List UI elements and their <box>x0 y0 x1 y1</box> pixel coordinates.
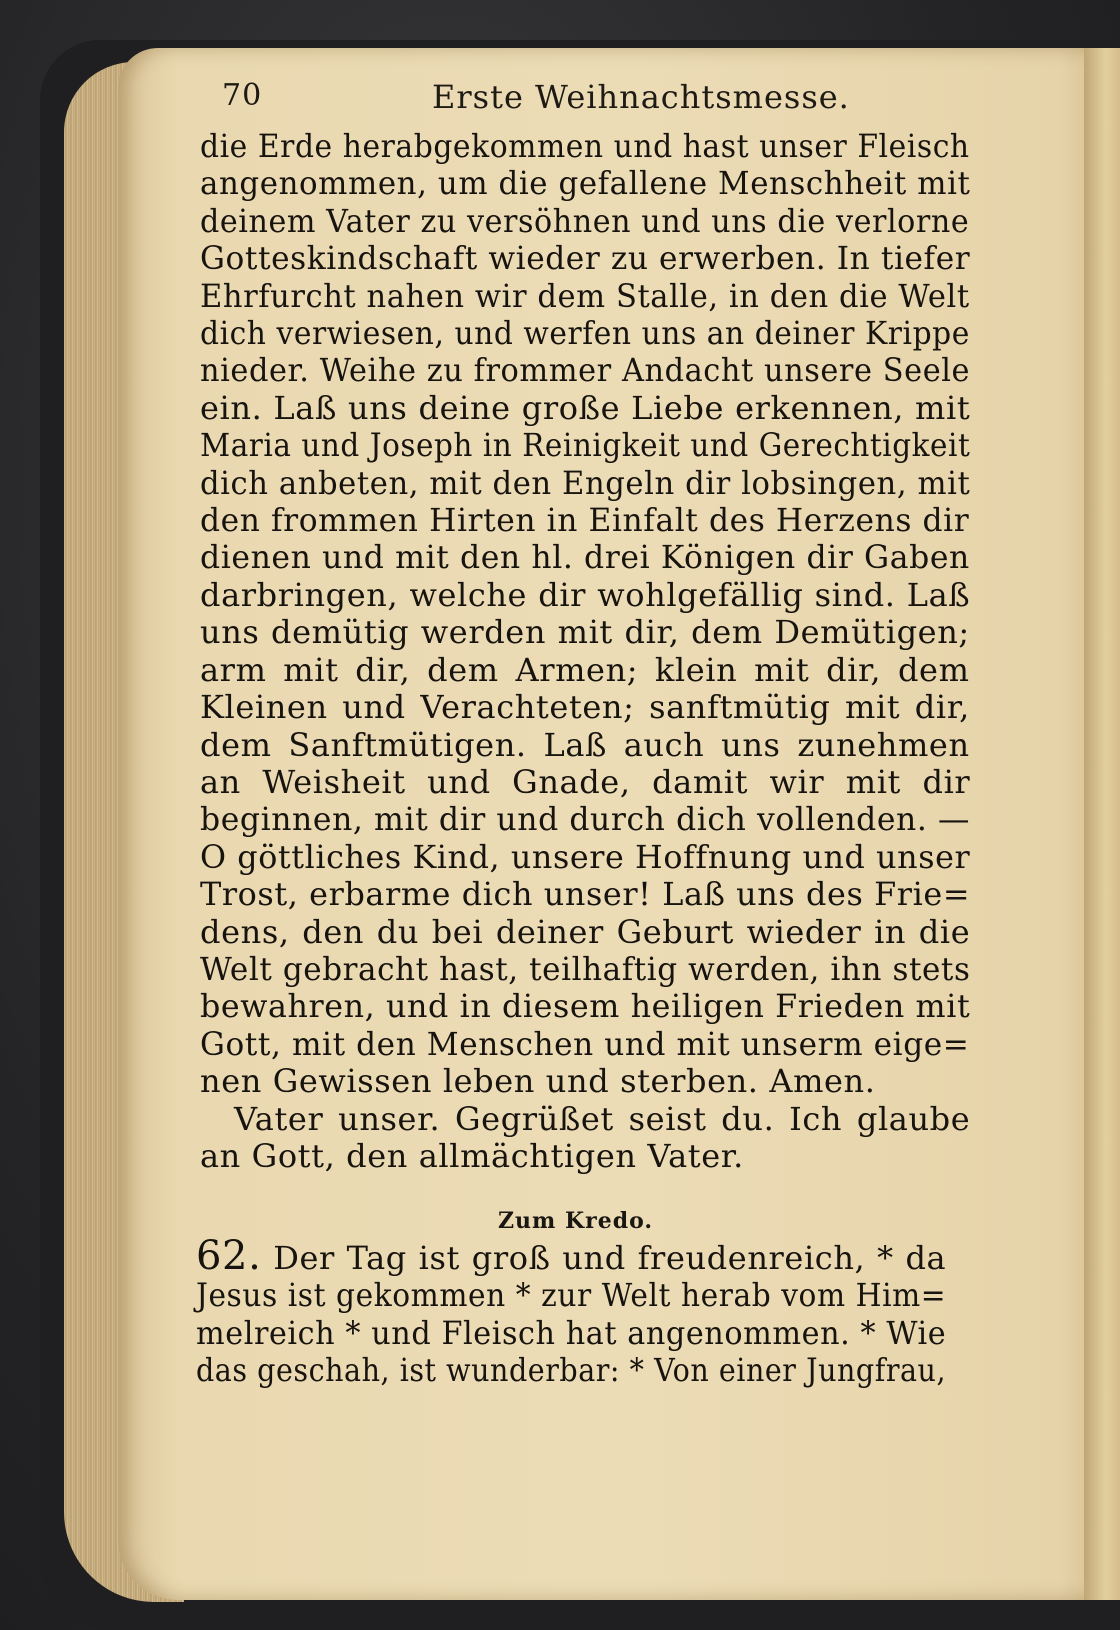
hymn-number: 62. <box>196 1233 262 1279</box>
body-text <box>200 128 970 1175</box>
text-line: uns demütig werden mit dir, dem Demütigen; <box>200 613 970 652</box>
hymn-line: Jesus ist gekommen * zur Welt herab vom Him= <box>196 1276 947 1315</box>
text-line: bewahren, und in diesem heiligen Frieden mit <box>200 987 971 1026</box>
text-line: die Erde herabgekommen und hast unser Fleisch <box>200 127 970 165</box>
text-line: angenommen, um die gefallene Menschheit mit <box>200 164 971 203</box>
text-line: Gotteskindschaft wieder zu erwerben. In tiefer <box>200 239 971 278</box>
hymn <box>196 1233 947 1390</box>
running-title: Erste Weihnachtsmesse. <box>432 78 850 116</box>
text-line: O göttliches Kind, unsere Hoffnung und unser <box>200 837 971 876</box>
text-line: dich anbeten, mit den Engeln dir lobsingen, mit <box>200 463 971 502</box>
hymn-first-line <box>196 1233 947 1279</box>
page-header <box>222 78 962 128</box>
page-number: 70 <box>222 78 263 113</box>
text-line: Ehrfurcht nahen wir dem Stalle, in den die Welt <box>200 276 970 315</box>
text-line: ein. Laß uns deine große Liebe erkennen, mit <box>200 388 971 427</box>
text-line: dienen und mit den hl. drei Königen dir Gaben <box>200 538 970 577</box>
hymn-line: melreich * und Fleisch hat angenommen. * Wie <box>196 1313 947 1352</box>
text-line: beginnen, mit dir und durch dich vollenden. — <box>200 800 971 839</box>
text-line: dens, den du bei deiner Geburt wieder in die <box>200 912 971 951</box>
text-line: an Weisheit und Gnade, damit wir mit dir <box>200 762 971 801</box>
prayer-line: Vater unser. Gegrüßet seist du. Ich glaube <box>234 1099 971 1138</box>
text-line: Maria und Joseph in Reinigkeit und Gerechtigkeit <box>200 426 971 465</box>
text-line: nieder. Weihe zu frommer Andacht unsere Seele <box>200 351 971 390</box>
text-line: Trost, erbarme dich unser! Laß uns des Frie= <box>200 875 971 914</box>
text-line: Gott, mit den Menschen und mit unserm eige= <box>200 1024 970 1063</box>
text-line: den frommen Hirten in Einfalt des Herzens dir <box>200 501 970 540</box>
prayer-line: an Gott, den allmächtigen Vater. <box>200 1136 744 1175</box>
hymn-line: das geschah, ist wunderbar: * Von einer Jungfrau, <box>196 1351 947 1390</box>
text-line: arm mit dir, dem Armen; klein mit dir, dem <box>200 650 970 689</box>
text-line: dem Sanftmütigen. Laß auch uns zunehmen <box>200 725 970 764</box>
hymn-line: Der Tag ist groß und freudenreich, * da <box>273 1239 947 1277</box>
text-line: darbringen, welche dir wohlgefällig sind. Laß <box>200 575 971 614</box>
text-line: Kleinen und Verachteten; sanftmütig mit dir, <box>200 688 970 727</box>
text-line: deinem Vater zu versöhnen und uns die verlorne <box>200 201 970 240</box>
facing-page-edge <box>1084 48 1120 1600</box>
text-line: nen Gewissen leben und sterben. Amen. <box>200 1062 876 1101</box>
section-heading: Zum Kredo. <box>498 1208 654 1234</box>
text-line: Welt gebracht hast, teilhaftig werden, ihn stets <box>200 949 971 988</box>
text-line: dich verwiesen, und werfen uns an deiner Krippe <box>200 314 970 353</box>
